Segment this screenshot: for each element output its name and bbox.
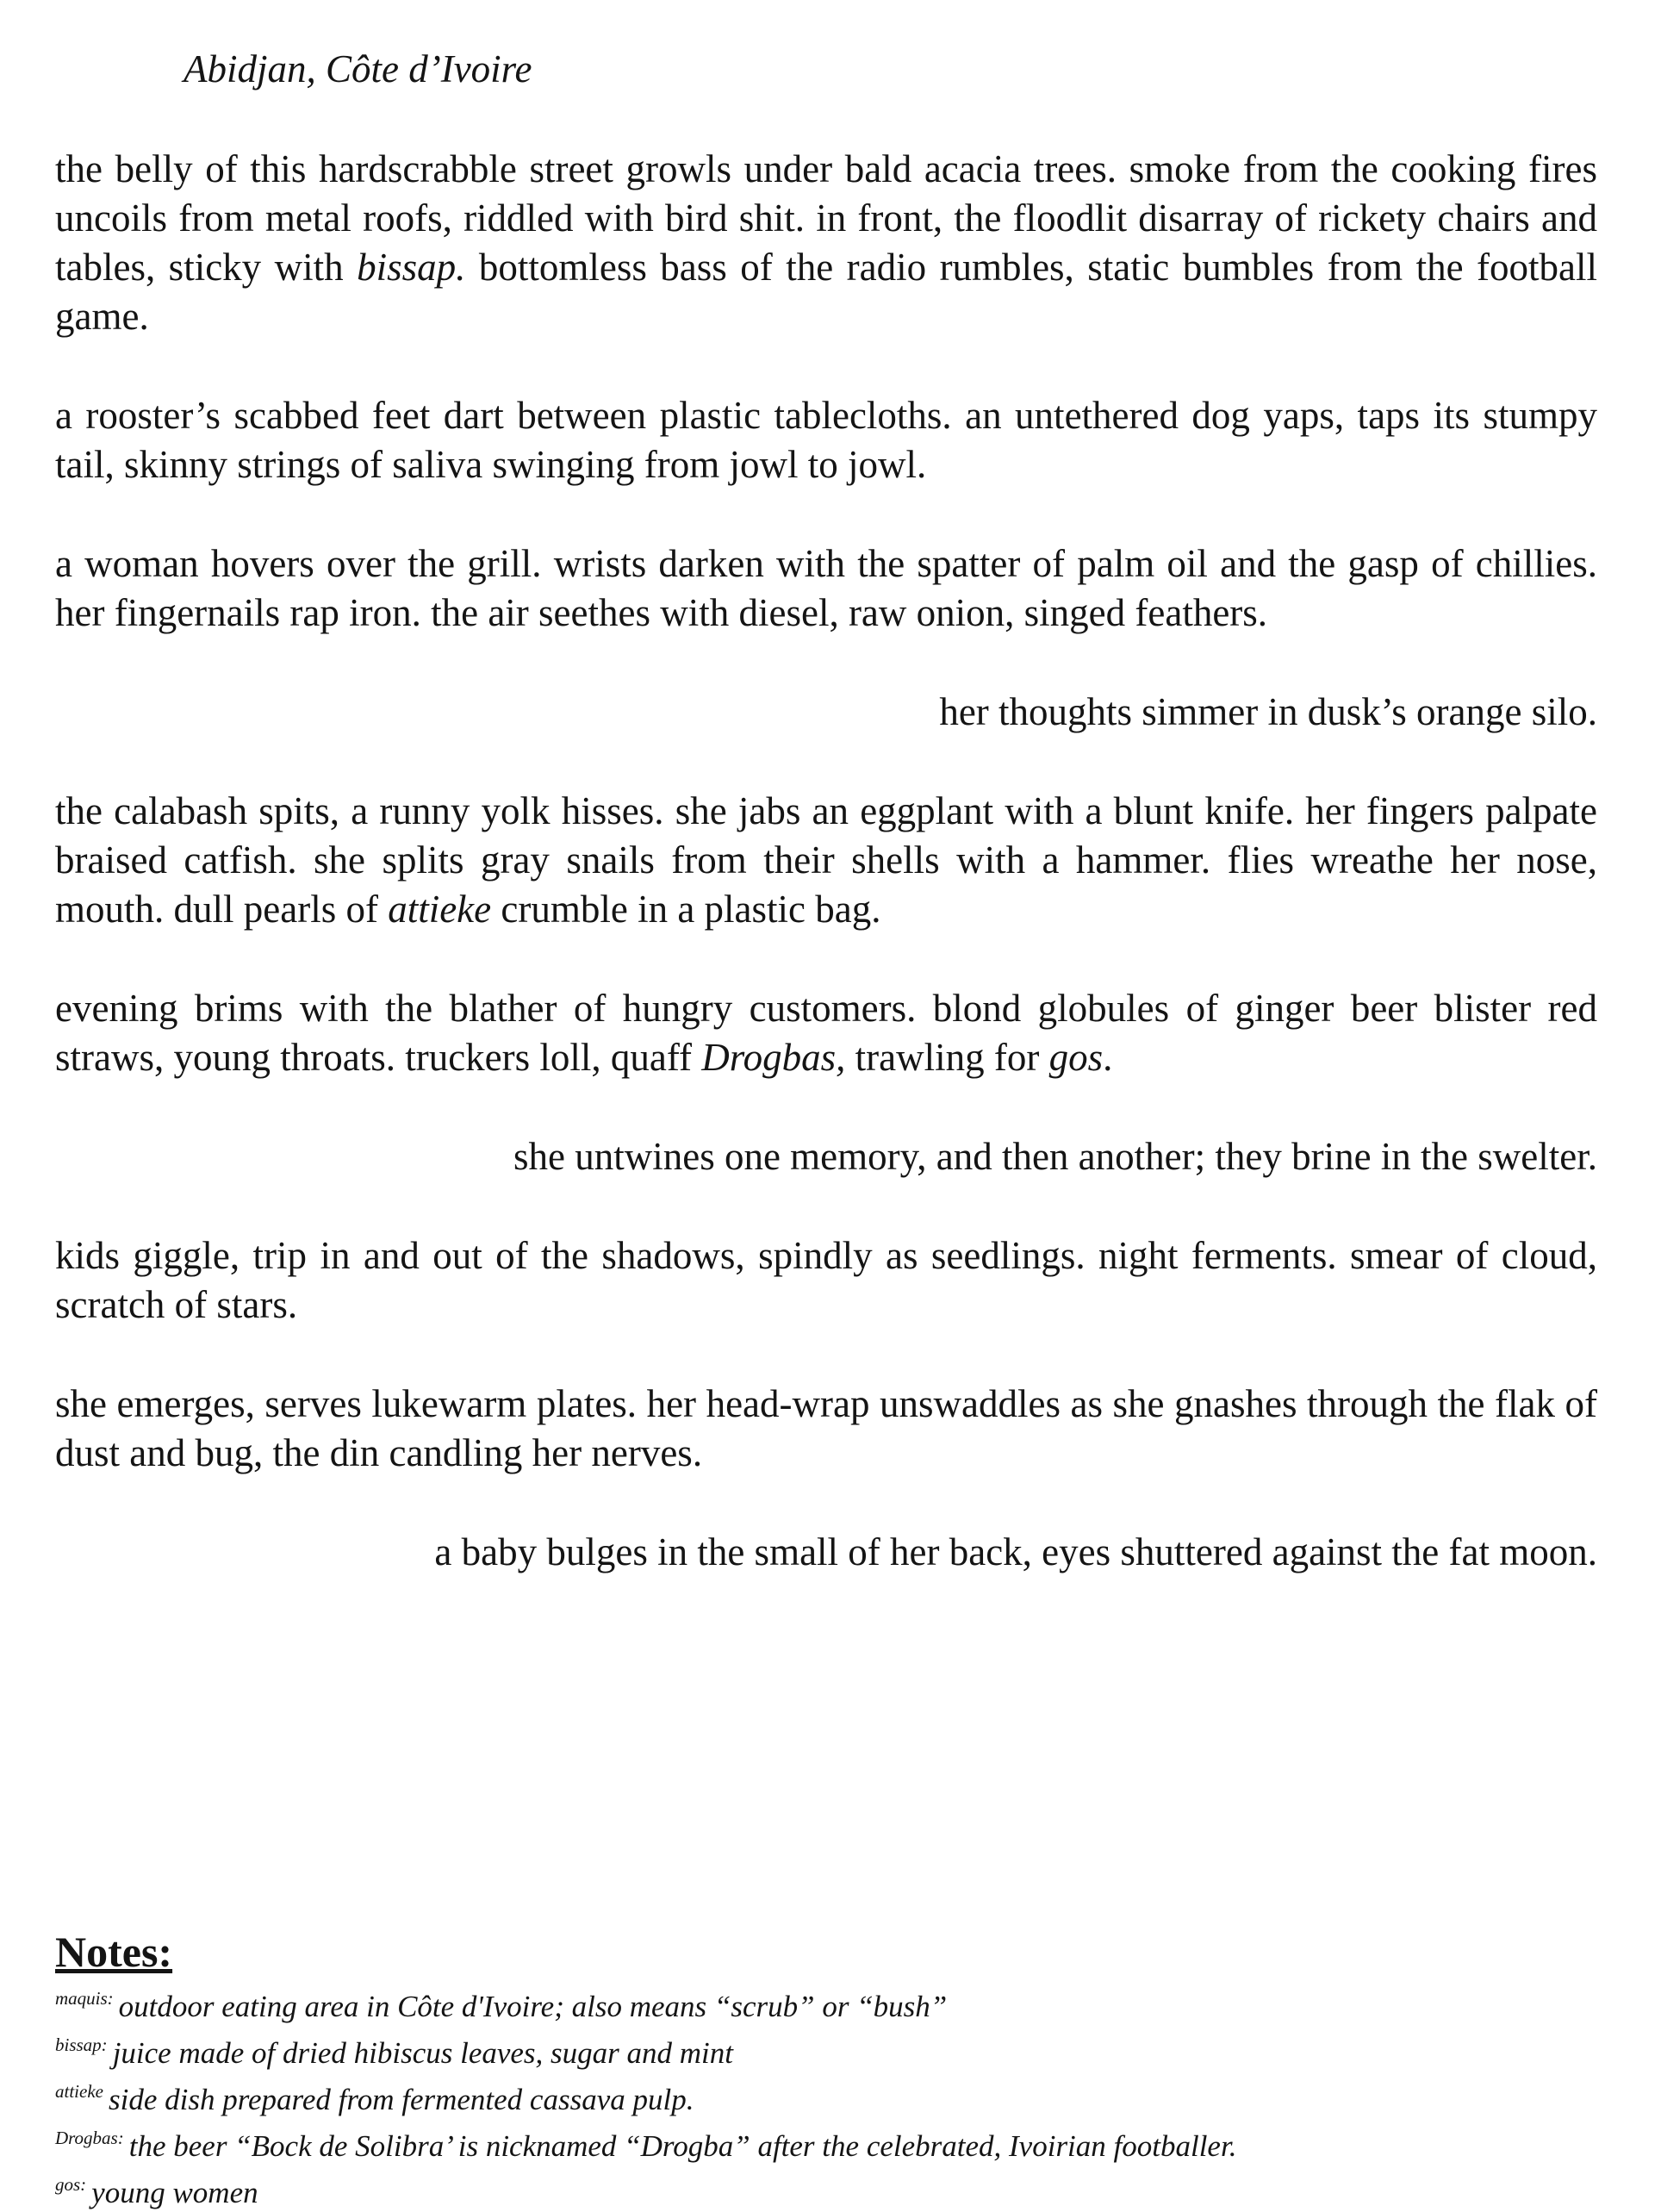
stanza xyxy=(55,1380,1597,1478)
stanza-text: a baby bulges in the small of her back, eyes shuttered against the fat moon. xyxy=(434,1530,1597,1573)
note-term: Drogbas: xyxy=(55,2128,124,2148)
note-item xyxy=(55,1979,1597,2026)
stanza-text: her thoughts simmer in dusk’s orange silo. xyxy=(939,690,1597,733)
stanza-text: a rooster’s scabbed feet dart between plastic tablecloths. an untethered dog yaps, taps its stumpy tail, skinny strings of saliva swinging from jowl to jowl. xyxy=(55,394,1597,486)
italic-term: attieke xyxy=(388,888,492,931)
notes-heading: Notes: xyxy=(55,1928,173,1976)
notes-section xyxy=(55,1928,1597,2212)
stanza xyxy=(55,1132,1597,1181)
stanza xyxy=(55,1231,1597,1330)
stanza-text: bottomless bass of the radio rumbles, static bumbles from the football game. xyxy=(55,246,1597,338)
note-item xyxy=(55,2072,1597,2119)
stanza xyxy=(55,787,1597,934)
note-definition: outdoor eating area in Côte d'Ivoire; also means “scrub” or “bush” xyxy=(118,1990,948,2023)
stanza-text: crumble in a plastic bag. xyxy=(491,888,881,931)
note-definition: the beer “Bock de Solibra’ is nicknamed “Drogba” after the celebrated, Ivoirian footballer. xyxy=(128,2129,1237,2163)
stanza xyxy=(55,539,1597,638)
italic-term: Drogbas, xyxy=(701,1036,846,1079)
stanza-text: a woman hovers over the grill. wrists darken with the spatter of palm oil and the gasp of chillies. her fingernails rap iron. the air seethes with diesel, raw onion, singed feathers. xyxy=(55,542,1597,634)
stanza xyxy=(55,1528,1597,1577)
stanza-text: she untwines one memory, and then another; they brine in the swelter. xyxy=(513,1135,1597,1178)
italic-term: bissap. xyxy=(357,246,466,289)
stanza-text: the calabash spits, a runny yolk hisses. she jabs an eggplant with a blunt knife. her fingers palpate braised catfish. she splits gray snails from their shells with a hammer. flies wreathe her nose, mouth. dull pearls of xyxy=(55,789,1597,931)
note-item xyxy=(55,2119,1597,2165)
note-term: attieke xyxy=(55,2081,103,2102)
note-definition: young women xyxy=(91,2176,258,2209)
note-definition: juice made of dried hibiscus leaves, sugar and mint xyxy=(112,2036,734,2070)
stanza-text: kids giggle, trip in and out of the shadows, spindly as seedlings. night ferments. smear of cloud, scratch of stars. xyxy=(55,1234,1597,1326)
note-term: bissap: xyxy=(55,2034,108,2055)
stanza-text: the belly of this hardscrabble street growls under bald acacia trees. smoke from the cooking fires uncoils from metal roofs, riddled with bird shit. in front, the floodlit disarray of rickety chairs and tables, sticky with xyxy=(55,147,1597,289)
italic-term: gos xyxy=(1048,1036,1104,1079)
stanza xyxy=(55,984,1597,1082)
note-definition: side dish prepared from fermented cassava pulp. xyxy=(108,2083,694,2116)
note-item xyxy=(55,2165,1597,2212)
poem-body xyxy=(55,145,1597,1627)
stanza xyxy=(55,391,1597,489)
stanza xyxy=(55,688,1597,737)
stanza-text: she emerges, serves lukewarm plates. her head-wrap unswaddles as she gnashes through the flak of dust and bug, the din candling her nerves. xyxy=(55,1382,1597,1474)
stanza xyxy=(55,145,1597,341)
note-term: maquis: xyxy=(55,1988,114,2009)
note-item xyxy=(55,2026,1597,2072)
note-term: gos: xyxy=(55,2174,87,2195)
stanza-text: trawling for xyxy=(845,1036,1049,1079)
stanza-text: evening brims with the blather of hungry customers. blond globules of ginger beer blister red straws, young throats. truckers loll, quaff xyxy=(55,987,1597,1079)
stanza-text: . xyxy=(1103,1036,1113,1079)
poem-location-subtitle: Abidjan, Côte d’Ivoire xyxy=(184,47,532,90)
